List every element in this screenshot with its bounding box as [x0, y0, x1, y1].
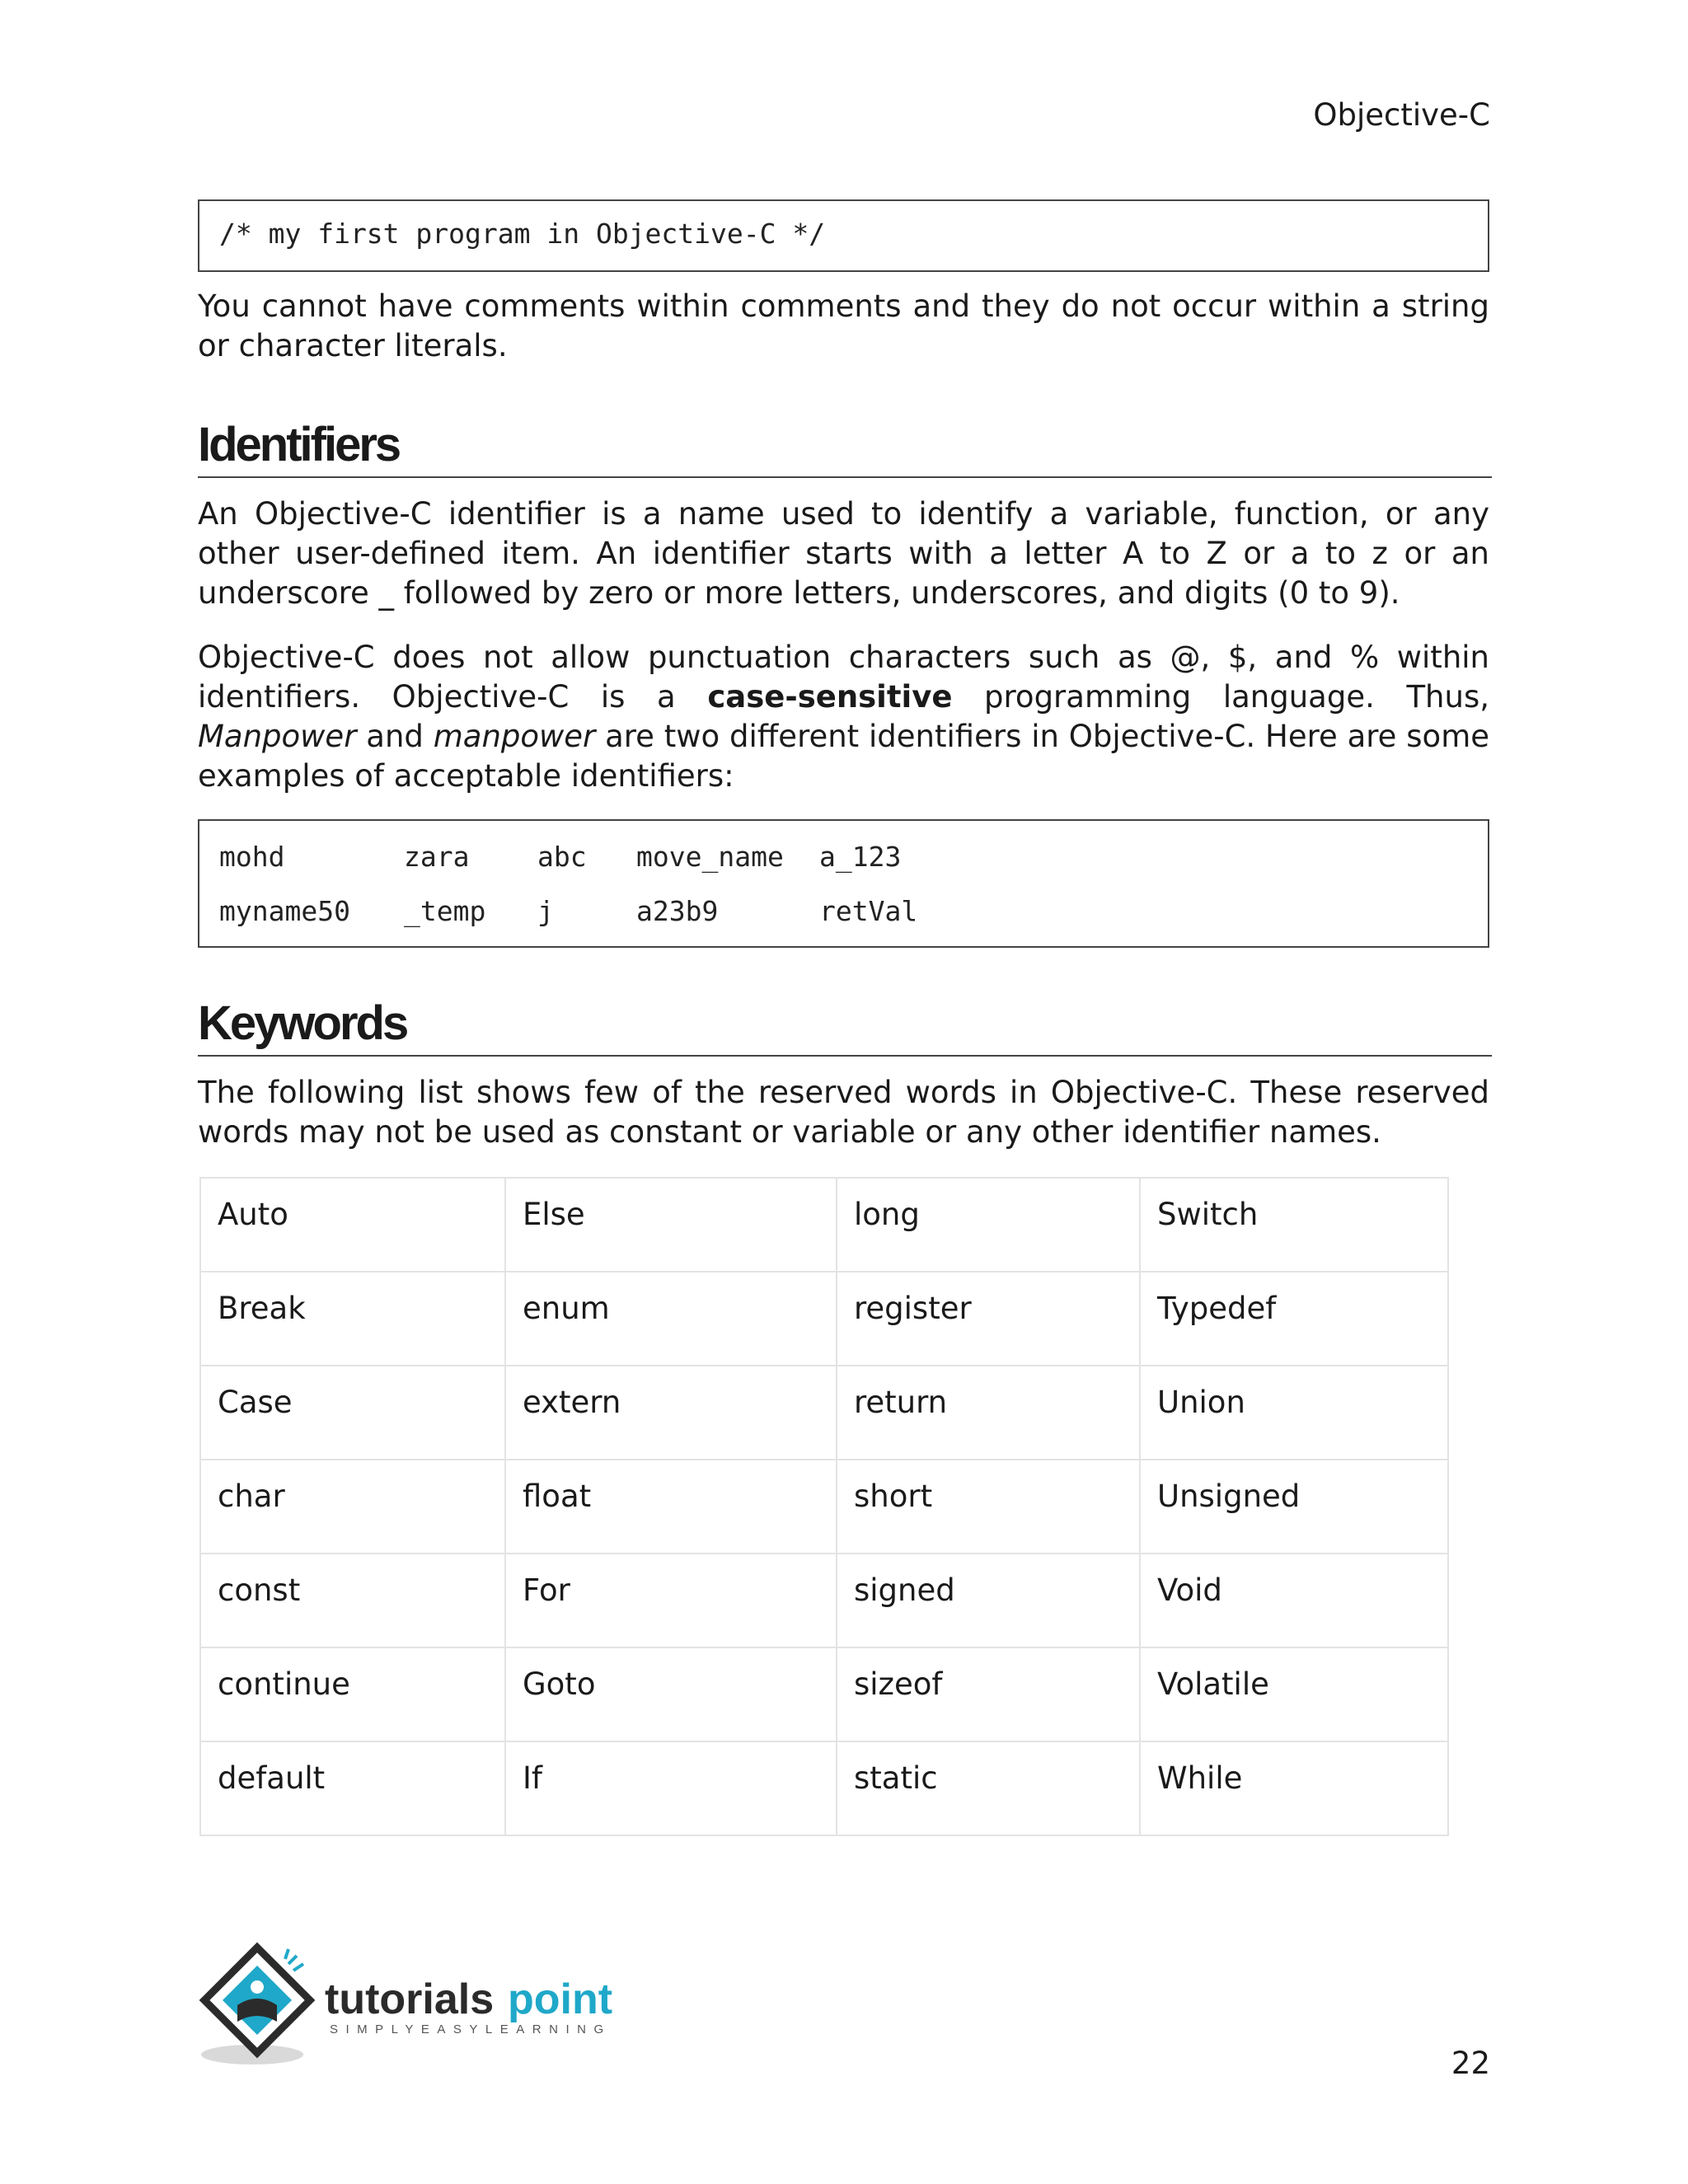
- comment-code-block: [198, 199, 1489, 272]
- page-number: 22: [1451, 2046, 1490, 2081]
- identifier-example: retVal: [819, 894, 918, 927]
- keyword-cell: Break: [200, 1272, 505, 1366]
- text-run: and: [356, 719, 434, 754]
- table-row: [200, 1178, 1448, 1272]
- keyword-cell: const: [200, 1554, 505, 1647]
- table-row: [200, 1272, 1448, 1366]
- keyword-cell: While: [1140, 1741, 1448, 1835]
- keyword-cell: Goto: [505, 1647, 837, 1741]
- keywords-intro: The following list shows few of the reserved words in Objective-C. These reserved words may not be used as constant or variable or any other identifier names.: [198, 1075, 1489, 1150]
- keywords-heading: Keywords: [198, 997, 1492, 1057]
- keyword-cell: Else: [505, 1178, 837, 1272]
- comments-note: You cannot have comments within comments and they do not occur within a string or character literals.: [198, 288, 1489, 363]
- keyword-cell: Union: [1140, 1366, 1448, 1460]
- identifiers-paragraph-2: [198, 638, 1489, 796]
- bold-term: case-sensitive: [707, 679, 953, 715]
- italic-term: Manpower: [198, 719, 357, 754]
- keyword-cell: If: [505, 1741, 837, 1835]
- keyword-cell: extern: [505, 1366, 837, 1460]
- identifier-example: _temp: [404, 894, 486, 927]
- code-row: [219, 829, 1468, 883]
- keyword-cell: Switch: [1140, 1178, 1448, 1272]
- identifier-example: j: [537, 894, 554, 927]
- italic-term: manpower: [433, 719, 596, 754]
- table-row: [200, 1554, 1448, 1647]
- keyword-cell: Void: [1140, 1554, 1448, 1647]
- code-line: /* my first program in Objective-C */: [219, 218, 826, 250]
- identifiers-paragraph-1: An Objective-C identifier is a name used to identify a variable, function, or any other user-defined item. An identifier starts with a letter A to Z or a to z or an underscore _ followed by zero or more letters, underscores, and digits (0 to 9).: [198, 496, 1489, 611]
- keyword-cell: signed: [837, 1554, 1140, 1647]
- keyword-cell: Unsigned: [1140, 1460, 1448, 1554]
- keyword-cell: char: [200, 1460, 505, 1554]
- table-row: [200, 1366, 1448, 1460]
- tutorialspoint-logo: [196, 1941, 658, 2081]
- keyword-cell: long: [837, 1178, 1140, 1272]
- text-run: are two different identifiers in Objective-C. Here are some examples of acceptable identifiers:: [198, 719, 1490, 794]
- identifier-examples-block: [198, 819, 1489, 948]
- identifier-example: mohd: [219, 840, 285, 873]
- identifier-example: zara: [404, 840, 470, 873]
- keyword-cell: return: [837, 1366, 1140, 1460]
- identifier-example: abc: [537, 840, 587, 873]
- logo-tagline: SIMPLYEASYLEARNING: [330, 2022, 612, 2036]
- logo-name-part1: tutorials: [325, 1975, 495, 2023]
- keyword-cell: For: [505, 1554, 837, 1647]
- keyword-cell: short: [837, 1460, 1140, 1554]
- code-row: [219, 883, 1468, 938]
- keyword-cell: default: [200, 1741, 505, 1835]
- keyword-cell: continue: [200, 1647, 505, 1741]
- logo-name-part2: point: [508, 1975, 613, 2023]
- keyword-cell: static: [837, 1741, 1140, 1835]
- keyword-cell: Auto: [200, 1178, 505, 1272]
- keyword-cell: float: [505, 1460, 837, 1554]
- table-row: [200, 1647, 1448, 1741]
- text-run: programming language. Thus,: [952, 679, 1489, 715]
- keyword-cell: Case: [200, 1366, 505, 1460]
- identifier-example: a23b9: [636, 894, 719, 927]
- keyword-cell: register: [837, 1272, 1140, 1366]
- identifier-example: myname50: [219, 894, 350, 927]
- keyword-cell: sizeof: [837, 1647, 1140, 1741]
- identifier-example: a_123: [819, 840, 902, 873]
- logo-emblem-icon: [196, 1941, 658, 2081]
- keywords-table: [199, 1177, 1449, 1836]
- table-row: [200, 1741, 1448, 1835]
- page-header: Objective-C: [1313, 97, 1490, 133]
- keyword-cell: enum: [505, 1272, 837, 1366]
- identifier-example: move_name: [636, 840, 784, 873]
- text-run: Objective-C does not allow punctuation characters such as @, $, and % within identifiers. Objective-C is a: [198, 640, 1489, 715]
- keyword-cell: Typedef: [1140, 1272, 1448, 1366]
- keyword-cell: Volatile: [1140, 1647, 1448, 1741]
- table-row: [200, 1460, 1448, 1554]
- identifiers-heading: Identifiers: [198, 419, 1492, 478]
